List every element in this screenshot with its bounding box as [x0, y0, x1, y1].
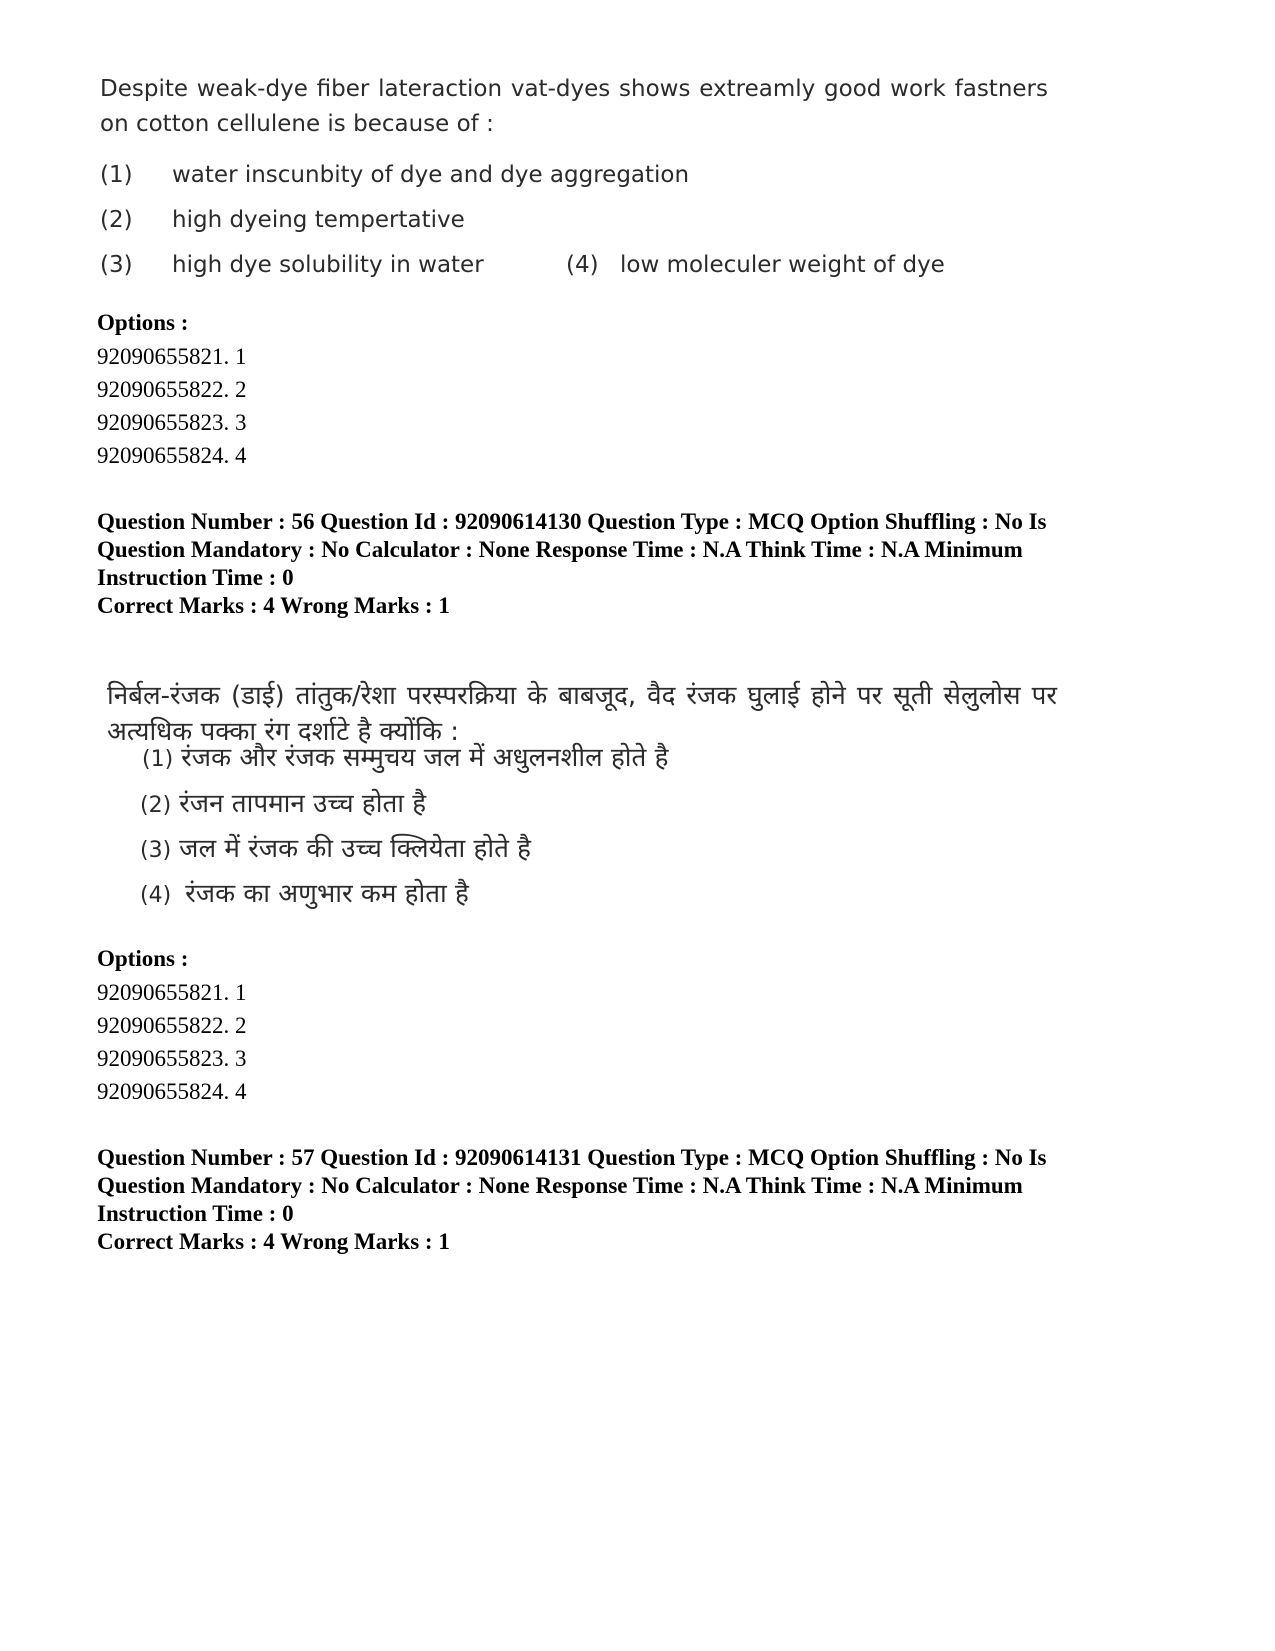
option-line: 92090655822. 2: [97, 1013, 247, 1038]
question-56-image: [107, 678, 1107, 909]
options-heading: Options :: [97, 310, 189, 335]
option-line: 92090655821. 1: [97, 980, 247, 1005]
question-56-header: Question Number : 56 Question Id : 92090614130 Question Type : MCQ Option Shuffling : No Is Question Mandatory : No Calculator : None Response Time : N.A Think Time : N.A Minimum Instruction Time : 0: [97, 509, 1047, 590]
question-56-marks: Correct Marks : 4 Wrong Marks : 1: [97, 593, 450, 618]
question-57-header: Question Number : 57 Question Id : 92090614131 Question Type : MCQ Option Shuffling : No Is Question Mandatory : No Calculator : None Response Time : N.A Think Time : N.A Minimum Instruction Time : 0: [97, 1145, 1047, 1226]
question-55-image: Despite weak-dye fiber lateraction vat-dyes shows extreamly good work fastners on cotton cellulene is because of : (1) water inscunbity of dye and dye aggregation (2) high dyeing tempertative (3) high dye solubility in water (4) low moleculer weight of dye: [100, 72, 1100, 142]
option-line: 92090655822. 2: [97, 377, 247, 402]
question-option-2: (2) रंजन तापमान उच्च होता है: [140, 789, 427, 819]
option-line: 92090655823. 3: [97, 1046, 247, 1071]
option-line: 92090655823. 3: [97, 410, 247, 435]
option-line: 92090655821. 1: [97, 344, 247, 369]
question-option-3: (3) जल में रंजक की उच्च क्लियेता होते है: [140, 834, 531, 864]
question-option-4: (4) रंजक का अणुभार कम होता है: [140, 879, 469, 909]
question-stem: Despite weak-dye fiber lateraction vat-dyes shows extreamly good work fastners on cotton cellulene is because of :: [100, 76, 1048, 137]
question-57-marks: Correct Marks : 4 Wrong Marks : 1: [97, 1229, 450, 1254]
question-option-1: (1) रंजक और रंजक सम्मुचय जल में अधुलनशील होते है: [142, 743, 669, 773]
option-line: 92090655824. 4: [97, 443, 247, 468]
option-line: 92090655824. 4: [97, 1079, 247, 1104]
question-stem: निर्बल-रंजक (डाई) तांतुक/रेशा परस्परक्रिया के बाबजूद, वैद रंजक घुलाई होने पर सूती सेलुलोस पर अत्यधिक पक्का रंग दर्शाटे है क्योंकि :: [107, 681, 1057, 747]
options-heading: Options :: [97, 946, 189, 971]
